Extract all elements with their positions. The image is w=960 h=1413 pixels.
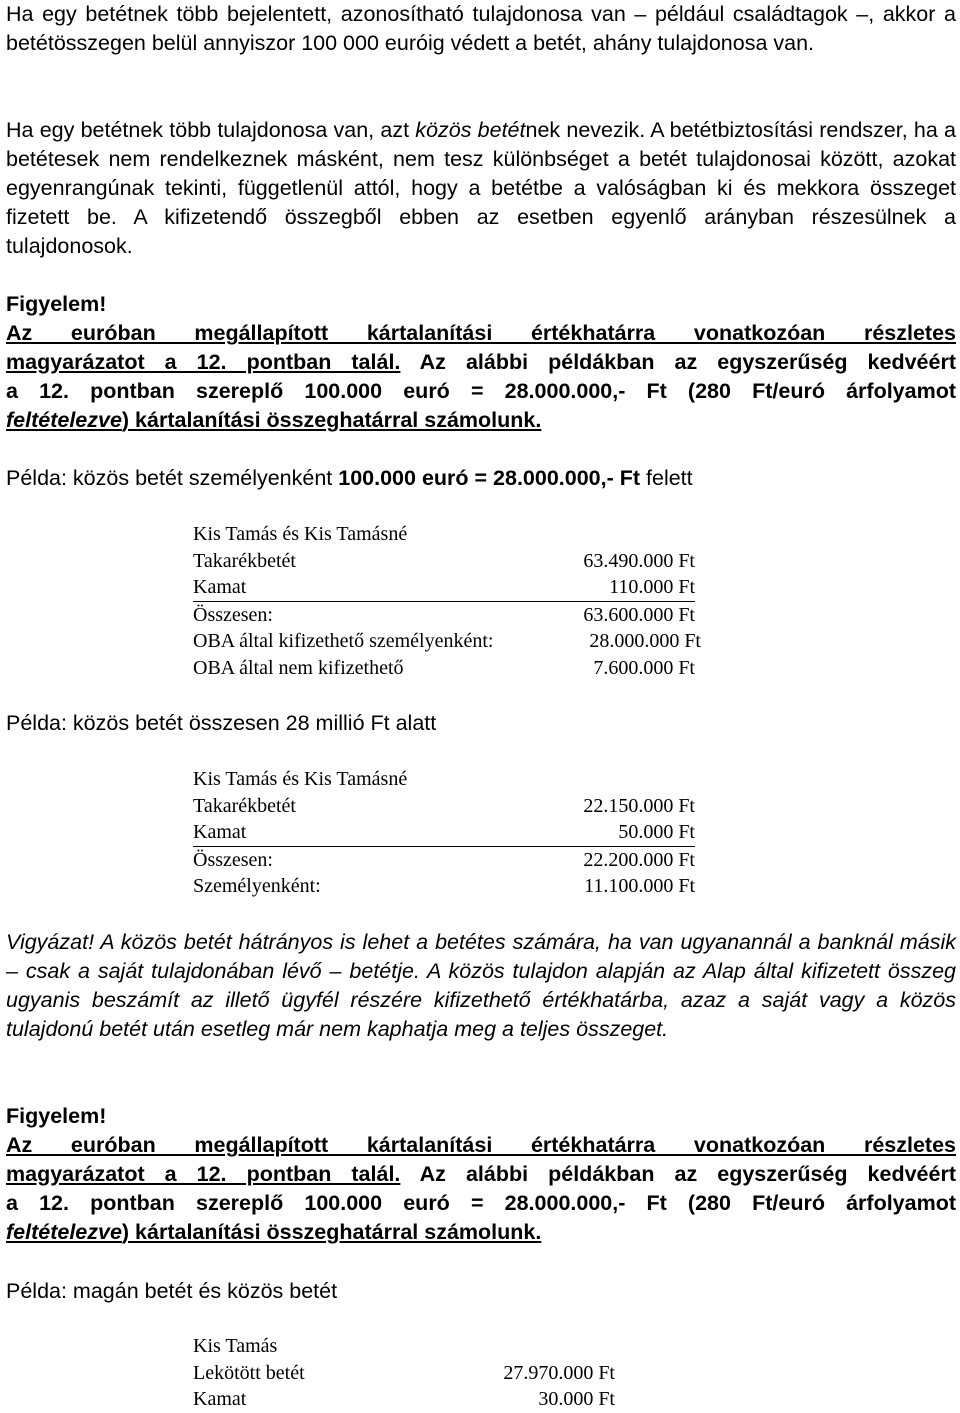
intro-paragraph-2: [6, 116, 956, 261]
intro-paragraph-1: [6, 0, 956, 58]
warning-text-b: A közös tulajdon alapján az Alap által kifizetett összeg ugyanis beszámít az illető ügyfél részére kifizethető értékhatárba, azaz a saját vagy a közös tulajdonú betét után esetleg már nem kaphatja meg a teljes összeget.: [6, 959, 957, 1041]
row-label: Kamat: [193, 576, 247, 598]
warning-text-a: A közös betét hátrányos is lehet a betétes számára, ha van ugyanannál a banknál másik – csak a saját tulajdonában lévő – betétje.: [6, 930, 956, 983]
table-row: [193, 873, 695, 900]
example-2-owner: Kis Tamás és Kis Tamásné: [193, 768, 408, 790]
notice-line-2a: magyarázatot a 12. pontban talál.: [6, 1162, 401, 1186]
example-1-owner: Kis Tamás és Kis Tamásné: [193, 523, 408, 545]
notice-line-2b: Az alábbi példákban az egyszerűség kedvéért: [400, 350, 956, 374]
intro-p2-start: Ha egy betétnek több tulajdonosa van, azt: [6, 118, 416, 142]
notice-block-1: [6, 290, 956, 435]
row-value: 50.000 Ft: [618, 821, 695, 843]
row-label: Lekötött betét: [193, 1361, 305, 1384]
table-row: [193, 1360, 615, 1387]
notice-line-3: a 12. pontban szereplő 100.000 euró = 28.000.000,- Ft (280 Ft/euró árfolyamot: [6, 1191, 956, 1215]
row-value: 22.200.000 Ft: [583, 848, 695, 871]
notice-line-2: [6, 348, 956, 377]
table-row: [193, 628, 701, 655]
warning-text: [6, 928, 956, 1044]
row-label: Személyenként:: [193, 875, 321, 897]
notice-line-4a: feltételezve: [6, 1220, 122, 1244]
row-label: Kamat: [193, 821, 247, 843]
row-value: 30.000 Ft: [538, 1388, 615, 1410]
example-1-table: [193, 521, 701, 681]
row-label: Takarékbetét: [193, 794, 296, 817]
example-3-heading: Példa: magán betét és közös betét: [6, 1279, 338, 1303]
notice-line-4: [6, 406, 956, 435]
example-1-heading-c: felett: [640, 466, 693, 490]
table-row: [193, 548, 701, 575]
example-3-owner: Kis Tamás: [193, 1335, 278, 1357]
example-1-heading-a: Példa: közös betét személyenként: [6, 466, 339, 490]
notice-line-4b: ) kártalanítási összeghatárral számolunk.: [121, 408, 542, 432]
notice-title: Figyelem!: [6, 1104, 107, 1128]
row-value: 63.600.000 Ft: [583, 603, 695, 626]
intro-p2-rest: nek nevezik. A betétbiztosítási rendszer, ha a betétesek nem rendelkeznek másként, nem tesz különbséget a betét tulajdonosai között, azokat egyenrangúnak tekinti, függetlenül attól, hogy a betétbe a valóságban ki és mekkora összeget fizetett be. A kifizetendő összegből ebben az esetben egyenlő arányban részesülnek a tulajdonosok.: [6, 118, 956, 258]
table-row: [193, 1386, 615, 1413]
table-row: [193, 602, 701, 629]
example-2-table: [193, 766, 695, 900]
table-row: [193, 793, 695, 820]
row-value: 28.000.000 Ft: [589, 630, 701, 652]
example-2-heading: Példa: közös betét összesen 28 millió Ft alatt: [6, 711, 437, 735]
notice-line-1: Az euróban megállapított kártalanítási értékhatárra vonatkozóan részletes: [6, 321, 956, 345]
intro-p2: [6, 116, 956, 261]
intro-p1-text: Ha egy betétnek több bejelentett, azonosítható tulajdonosa van – például családtagok –, akkor a betétösszegen belül annyiszor 100 000 euróig védett a betét, ahány tulajdonosa van.: [6, 2, 956, 55]
row-value: 11.100.000 Ft: [584, 875, 695, 897]
notice-title: Figyelem!: [6, 292, 107, 316]
notice-line-2a: magyarázatot a 12. pontban talál.: [6, 350, 401, 374]
example-3-table: [193, 1333, 615, 1413]
row-value: 7.600.000 Ft: [593, 656, 695, 679]
row-label: OBA által kifizethető személyenként:: [193, 630, 494, 652]
row-label: Összesen:: [193, 603, 273, 626]
notice-block-2: [6, 1102, 956, 1247]
table-row: [193, 574, 695, 602]
table-row: [193, 847, 695, 874]
row-label: Összesen:: [193, 848, 273, 871]
table-row: [193, 655, 701, 682]
row-value: 27.970.000 Ft: [503, 1361, 615, 1384]
example-1-heading: [6, 464, 956, 493]
notice-line-1: Az euróban megállapított kártalanítási értékhatárra vonatkozóan részletes: [6, 1133, 956, 1157]
row-label: OBA által nem kifizethető: [193, 656, 404, 679]
notice-line-2b: Az alábbi példákban az egyszerűség kedvéért: [400, 1162, 956, 1186]
row-value: 63.490.000 Ft: [583, 549, 695, 572]
notice-line-4b: ) kártalanítási összeghatárral számolunk.: [121, 1220, 542, 1244]
row-value: 22.150.000 Ft: [583, 794, 695, 817]
row-label: Takarékbetét: [193, 549, 296, 572]
row-value: 110.000 Ft: [609, 576, 695, 598]
table-row: [193, 819, 695, 847]
notice-line-4: [6, 1218, 956, 1247]
example-1-heading-b: 100.000 euró = 28.000.000,- Ft: [338, 466, 641, 490]
warning-lead: Vigyázat!: [6, 930, 95, 954]
common-deposit-term: közös betét: [415, 118, 526, 142]
warning-paragraph: [6, 928, 956, 1044]
notice-line-3: a 12. pontban szereplő 100.000 euró = 28.000.000,- Ft (280 Ft/euró árfolyamot: [6, 379, 956, 403]
notice-line-4a: feltételezve: [6, 408, 122, 432]
row-label: Kamat: [193, 1388, 247, 1410]
notice-line-2: [6, 1160, 956, 1189]
